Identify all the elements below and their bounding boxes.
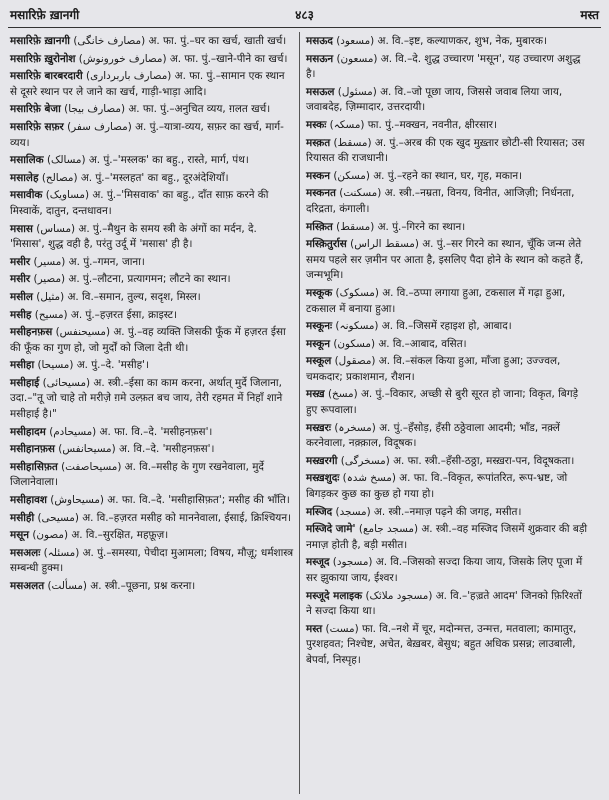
entry-headword: मस्कूल [306,355,332,368]
dictionary-entry [306,34,590,50]
entry-definition: अ. वि.–सुरक्षित, महफ़ूज़। [68,529,169,542]
entry-headword: मस्कूक [306,286,333,299]
entry-definition: अ. पुं.–हँसोड़, हँसी ठठ्ठेवाला आदमी; भाँड, नक़्लें करनेवाला, नक़्क़ाल, विदूषक। [306,421,560,450]
entry-definition: अ. पुं.–लौटना, प्रत्यागमन; लौटने का स्थान। [65,273,231,286]
entry-definition: अ. पुं.–गिरने का स्थान। [374,220,466,233]
entry-headword: मसीहादम [10,425,46,438]
entry-headword: मसअलः [10,546,41,559]
entry-urdu-spelling: (مسئول) [337,85,377,98]
dictionary-entry [306,471,590,502]
dictionary-entry [306,337,590,353]
dictionary-entry [306,622,590,669]
dictionary-entry [306,522,590,553]
entry-definition: अ. पुं.–'मस्लक' का बहु., रास्ते, मार्ग, पंथ। [85,154,249,167]
entry-definition: अ. फा. पुं.–खाने-पीने का खर्च। [166,52,288,65]
entry-headword: मस्कः [306,118,327,131]
entry-definition: अ. स्त्री.–नमाज़ पढ़ने की जगह, मसीत। [370,505,522,518]
entry-headword: मसून [10,529,30,542]
entry-headword: मसारिफ़े ख़ानगी [10,35,70,47]
entry-urdu-spelling: (مصقول) [334,355,376,368]
entry-definition: अ. फा. पुं.–घर का खर्च, खाती खर्च। [145,35,287,47]
entry-urdu-spelling: (مسیر) [33,255,66,268]
dictionary-entry [306,136,590,167]
entry-urdu-spelling: (مست) [325,622,359,635]
dictionary-entry [10,579,294,595]
entry-headword: मसास [10,222,33,235]
entry-headword: मसीहा [10,359,35,372]
column-divider [299,32,300,794]
entry-definition: अ. स्त्री.–नम्रता, विनय, विनीत, आजिज़ी; निर्धनता, दरिद्रता, कंगाली। [306,187,575,215]
entry-definition: अ. फा. वि.–दे. 'मसीहासिफ़त'; मसीह की भाँति। [103,494,290,507]
entry-definition: अ. पुं.–हज़रत ईसा, क्राइस्ट। [67,308,177,321]
entry-headword: मसीहावश [10,494,47,507]
entry-urdu-spelling: (مصارف سفر) [67,120,132,133]
dictionary-entry [10,308,294,324]
entry-urdu-spelling: (مسقط) [333,136,372,149]
entry-urdu-spelling: (مسخرہ) [334,421,376,434]
entry-headword: मसऊद [306,35,333,47]
dictionary-entry [10,493,294,509]
dictionary-entry [10,102,294,118]
dictionary-entry [10,290,294,306]
entry-urdu-spelling: (مسکن) [333,169,370,182]
dictionary-entry [10,546,294,577]
entry-headword: मसील [10,290,33,303]
entry-headword: मसीहाई [10,376,40,389]
dictionary-entry [306,52,590,83]
entry-definition: अ. पुं.–गमन, जाना। [65,255,145,268]
entry-definition: अ. फा. वि.–विकृत, रूपांतरित, रूप-भ्रष्ट, जो बिगड़कर कुछ का कुछ हो गया हो। [306,472,568,501]
entry-definition: अ. वि.–आबाद, वसित। [375,337,467,350]
dictionary-entry [10,69,294,100]
entry-headword: मस्त [306,622,323,635]
entry-definition: अ. वि.–इष्ट, कल्याणकर, शुभ, नेक, मुबारक। [374,35,547,47]
entry-headword: मसीहानफ़स [10,443,55,456]
entry-urdu-spelling: (مصون) [32,529,69,542]
entry-headword: मस्कनत [306,187,336,200]
dictionary-entry [306,555,590,586]
entry-definition: अ. पुं.–मैथुन के समय स्त्री के अंगों का मर्दन, दे. 'मिसास', शुद्ध वही है, परंतु उर्दू में 'मसास' ही है। [10,222,257,251]
dictionary-entry [306,319,590,335]
entry-urdu-spelling: (مسیحاوش) [50,494,104,507]
dictionary-entry [10,34,294,50]
entry-urdu-spelling: (مسجود ملائک) [365,589,433,602]
entry-definition: अ. वि.–ठप्पा लगाया हुआ, टकसाल में गढ़ा हुआ, टकसाल में बनाया हुआ। [306,286,566,315]
entry-urdu-spelling: (مسیحنفس) [55,326,111,339]
dictionary-entry [10,358,294,374]
dictionary-entry [10,528,294,544]
entry-urdu-spelling: (مسخ) [327,388,358,401]
dictionary-entry [10,120,294,151]
entry-urdu-spelling: (مسکونہ) [335,320,379,333]
entry-headword: मस्ख़रः [306,421,331,434]
entry-headword: मसारिफ़े सफ़र [10,120,64,133]
dictionary-entry [10,425,294,441]
entry-definition: अ. फा. पुं.–अनुचित व्यय, ग़लत खर्च। [125,103,271,116]
entry-headword: मसीही [10,511,35,524]
dictionary-entry [306,454,590,470]
dictionary-entry [10,272,294,288]
entry-definition: अ. वि.–दे. 'मसीहनफ़स'। [115,443,215,456]
entry-urdu-spelling: (مصارف باربرداری) [86,70,172,83]
dictionary-entry [306,421,590,452]
entry-definition: अ. फा. स्त्री.–हँसी-ठठ्ठा, मस्ख़रा-पन, विदूषकता। [389,454,575,467]
entry-headword: मस्क़ितुर्रास [306,238,347,251]
dictionary-entry [306,220,590,236]
dictionary-entry [306,354,590,385]
entry-definition: अ. फा. वि.–दे. 'मसीहनफ़स'। [96,425,213,438]
entry-headword: मस्कन [306,169,331,182]
entry-urdu-spelling: (مسکوک) [335,286,379,299]
left-column [10,34,294,597]
entry-definition: अ. पुं.–सर गिरने का स्थान, चूँकि जन्म लेते समय पहले सर ज़मीन पर आता है, इसलिए पैदा होने के स्थान को कहते हैं, जन्मभूमि। [306,238,584,282]
entry-headword: मस्कूनः [306,320,333,333]
entry-headword: मसीहनफ़स [10,326,53,339]
entry-urdu-spelling: (مسیحا) [37,359,74,372]
entry-urdu-spelling: (مثیل) [36,290,65,303]
entry-urdu-spelling: (مسعود) [336,35,375,47]
entry-headword: मसालिक [10,154,44,167]
header-left-guideword: मसारिफ़े ख़ानगी [10,8,80,22]
entry-definition: अ. वि.–जो पूछा जाय, जिससे जवाब लिया जाय, जवाबदेह, ज़िम्मादार, उत्तरदायी। [306,85,563,114]
entry-urdu-spelling: (مسألت) [47,580,87,592]
entry-urdu-spelling: (مصارف خورونوش) [78,52,167,65]
dictionary-entry [10,255,294,271]
entry-headword: मसारिफ़े ख़ुरोनोश [10,52,76,65]
entry-headword: मसीह [10,308,32,321]
entry-headword: मसीर [10,255,31,268]
entry-headword: मस्जूदे मलाइक [306,589,363,602]
dictionary-entry [306,387,590,418]
dictionary-entry [10,188,294,219]
entry-definition: अ. फा. पुं.–सामान एक स्थान से दूसरे स्थान पर ले जाने का खर्च, गाड़ी-भाड़ा आदि। [10,70,285,98]
entry-urdu-spelling: (مسجود) [332,556,373,569]
entry-urdu-spelling: (مسعون) [336,52,378,65]
entry-definition: अ. वि.–समान, तुल्य, सदृश, मिस्ल। [64,290,201,303]
entry-definition: अ. पुं.–अरब की एक खुद मुख़्तार छोटी-सी रियासत; उस रियासत की राजधानी। [306,136,585,165]
entry-headword: मस्ख़शुदः [306,472,340,485]
entry-headword: मसारिफ़े बारबरदारी [10,70,83,83]
dictionary-entry [10,460,294,491]
entry-definition: अ. वि.–हज़रत मसीह को माननेवाला, ईसाई, क्रिश्चियन। [78,511,292,524]
entry-urdu-spelling: (مسیحادم) [49,425,97,438]
entry-urdu-spelling: (مسکہ) [329,118,365,131]
entry-urdu-spelling: (مسیحانفس) [58,443,116,456]
dictionary-entry [306,85,590,116]
dictionary-entry [306,286,590,317]
entry-urdu-spelling: (مساویک) [45,189,90,202]
entry-definition: अ. पुं.–'मस्लहत' का बहु., दूरअंदेशियाँ। [77,171,229,184]
dictionary-entry [10,511,294,527]
entry-urdu-spelling: (مسکون) [333,337,376,350]
dictionary-entry [306,118,590,134]
header-right-guideword: मस्त [580,8,599,22]
entry-headword: मसारिफ़े बेजा [10,103,61,116]
entry-urdu-spelling: (مصیر) [33,273,66,286]
entry-definition: अ. वि.–'हज़्रते आदम' जिनको फ़िरिश्तों ने सज्दा किया था। [306,589,582,618]
entry-headword: मसअलत [10,580,45,592]
page-header [10,6,599,26]
dictionary-entry [10,442,294,458]
entry-definition: अ. स्त्री.–पूछना, प्रश्न करना। [86,580,196,592]
dictionary-entry [10,222,294,253]
entry-definition: अ. पुं.–'मिसवाक' का बहु., दाँत साफ़ करने की मिस्वाकें, दातुन, दन्तधावन। [10,189,269,217]
dictionary-entry [10,171,294,187]
entry-headword: मस्क़ित [306,220,333,233]
header-rule [8,27,601,28]
dictionary-entry [306,589,590,620]
entry-urdu-spelling: (مسئلہ) [43,546,80,559]
entry-headword: मसीर [10,273,31,286]
dictionary-entry [306,505,590,521]
entry-urdu-spelling: (مسیحاصفت) [61,460,122,473]
entry-urdu-spelling: (مسیحی) [37,511,79,524]
entry-definition: अ. वि.–मसीह के गुण रखनेवाला, मुर्दे जिलानेवाला। [10,460,264,489]
dictionary-entry [10,325,294,356]
entry-urdu-spelling: (مسخ شدہ) [342,472,396,485]
entry-urdu-spelling: (مصارف بیجا) [64,103,126,116]
right-column [306,34,590,671]
entry-definition: अ. स्त्री.–ईसा का काम करना, अर्थात् मुर्दे जिलाना, उदा.–"तू जो चाहे तो मरीज़े ग़मे उल्फ़त बच जाय, तेरी रहमत में निहाँ शाने मसीहाई है।" [10,376,283,421]
entry-definition: अ. वि.–दे. शुद्ध उच्चारण 'मसून', यह उच्चारण अशुद्ध है। [306,52,581,81]
entry-headword: मस्कून [306,337,331,350]
entry-urdu-spelling: (مسقط الراس) [350,238,419,251]
entry-definition: अ. पुं.–समस्या, पेचीदा मुआमला; विषय, मौज़ू; धर्मशास्त्र सम्बन्धी हुक्म। [10,546,294,575]
entry-headword: मस्ख़ [306,388,325,401]
entry-definition: अ. वि.–संकल किया हुआ, माँजा हुआ; उज्ज्वल, चमकदार; प्रकाशमान, रौशन। [306,355,561,383]
dictionary-entry [10,153,294,169]
entry-definition: अ. पुं.–दे. 'मसीह'। [73,359,149,372]
entry-headword: मस्जिदे जामे' [306,523,356,536]
entry-urdu-spelling: (مسالک) [46,154,86,167]
entry-definition: अ. पुं.–वह व्यक्ति जिसकी फूँक में हज़रत ईसा की फूँक का गुण हो, जो मुर्दों को जिला देती थी। [10,326,286,354]
entry-definition: फा. पुं.–मक्खन, नवनीत, क्षीरसार। [364,118,497,131]
entry-headword: मसालेह [10,171,39,184]
dictionary-entry [306,169,590,185]
entry-urdu-spelling: (مسقط) [336,220,375,233]
dictionary-entry [10,52,294,68]
page-number: ४८३ [295,8,314,22]
entry-urdu-spelling: (مسیحائی) [42,376,91,389]
entry-urdu-spelling: (مسیح) [34,308,68,321]
entry-definition: अ. वि.–जिसमें रहाइश हो, आबाद। [378,320,512,333]
entry-headword: मसावीक [10,189,43,202]
entry-headword: मस्ख़रगी [306,454,338,467]
entry-urdu-spelling: (مسخرگی) [340,454,390,467]
entry-urdu-spelling: (مساس) [36,222,76,235]
entry-definition: फा. वि.–नशे में चूर, मदोन्मत्त, उन्मत्त, मतवाला; कामातुर, पुरशहवत; निश्चेष्ट, अचेत, बेख़बर, बेसुध; बहुत अधिक प्रसन्न; लाउबाली, बेपर्वा, निस्पृह। [306,622,577,666]
entry-headword: मसीहासिफ़त [10,460,58,473]
dictionary-entry [306,237,590,284]
entry-urdu-spelling: (مسجد جامع) [358,523,419,536]
entry-urdu-spelling: (مصارف خانگی) [73,35,146,47]
entry-headword: मसऊन [306,52,334,65]
entry-definition: अ. पुं.–रहने का स्थान, घर, गृह, मकान। [369,169,523,182]
dictionary-entry [306,186,590,217]
entry-urdu-spelling: (مسجد) [335,505,371,518]
entry-urdu-spelling: (مسکنت) [339,187,382,200]
entry-headword: मस्जिद [306,505,333,518]
entry-definition: अ. वि.–जिसको सज्दा किया जाय, जिसके लिए पूजा में सर झुकाया जाय, ईश्वर। [306,556,583,584]
entry-headword: मस्क़त [306,136,331,149]
entry-definition: अ. पुं.–यात्रा-व्यय, सफ़र का खर्च, मार्ग-व्यय। [10,120,284,149]
entry-urdu-spelling: (مصالح) [41,171,78,184]
entry-headword: मस्जूद [306,556,330,569]
entry-headword: मसऊल [306,85,335,98]
dictionary-entry [10,376,294,423]
entry-definition: अ. पुं.–विकार, अच्छी से बुरी सूरत हो जाना; विकृत, बिगड़े हुए रूपवाला। [306,388,579,417]
entry-definition: अ. स्त्री.–वह मस्जिद जिसमें शुक्रवार की बड़ी नमाज़ होती है, बड़ी मसीत। [306,523,588,551]
